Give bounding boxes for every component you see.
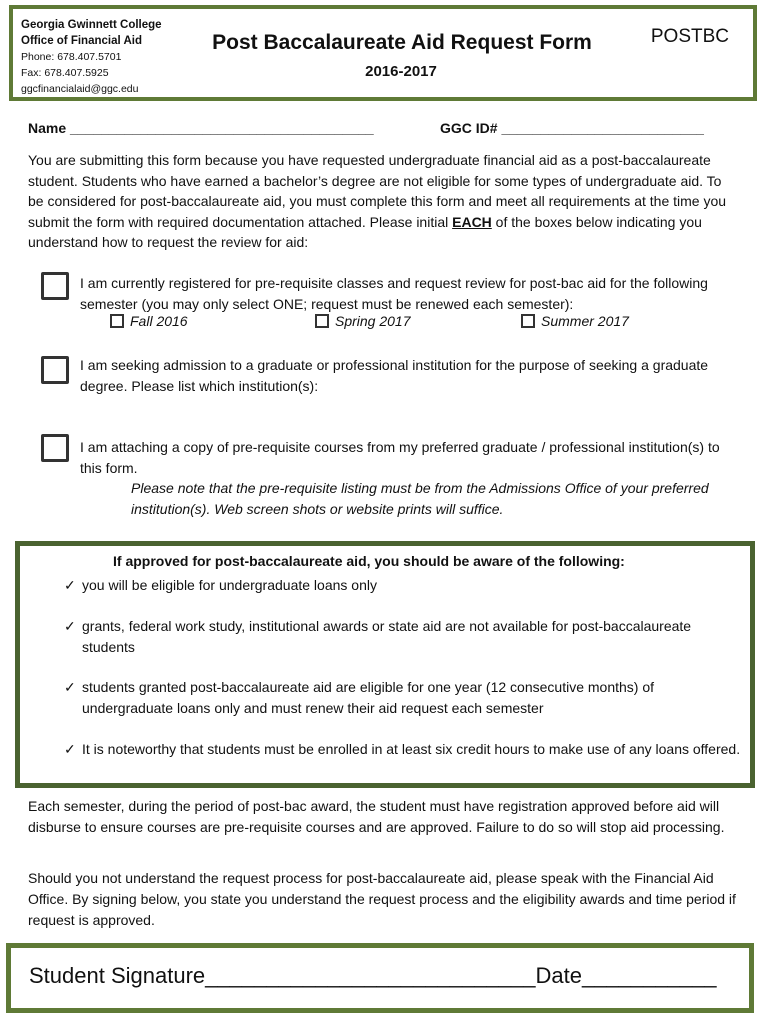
option-1-checkbox[interactable] <box>41 272 69 300</box>
office-email: ggcfinancialaid@ggc.edu <box>21 83 139 95</box>
semester-fall-checkbox[interactable] <box>110 314 124 328</box>
signature-line[interactable]: Student Signature___________________________Date___________ <box>29 963 717 988</box>
aware-item <box>64 616 742 657</box>
aware-item-text: It is noteworthy that students must be enrolled in at least six credit hours to make use of any loans offered. <box>82 741 741 757</box>
semester-fall-label: Fall 2016 <box>130 313 188 329</box>
aware-title: If approved for post-baccalaureate aid, you should be aware of the following: <box>113 553 625 569</box>
checkmark-icon: ✓ <box>64 679 76 695</box>
aware-item <box>64 677 742 718</box>
option-3-text: I am attaching a copy of pre-requisite courses from my preferred graduate / professional institution(s) to this form. <box>80 439 720 476</box>
prerequisite-note: Please note that the pre-requisite listing must be from the Admissions Office of your preferred institution(s). Web screen shots or website prints will suffice. <box>131 480 709 517</box>
college-name: Georgia Gwinnett College <box>21 19 162 31</box>
semester-summer-checkbox[interactable] <box>521 314 535 328</box>
office-contact <box>21 17 162 97</box>
aware-item <box>64 575 742 596</box>
option-1-text: I am currently registered for pre-requisite classes and request review for post-bac aid for the following semester (you may only select ONE; request must be renewed each semester): <box>80 275 708 312</box>
checkmark-icon: ✓ <box>64 577 76 593</box>
checkmark-icon: ✓ <box>64 618 76 634</box>
form-year: 2016-2017 <box>365 63 437 80</box>
header-box <box>9 5 757 101</box>
option-3-checkbox[interactable] <box>41 434 69 462</box>
semester-spring[interactable] <box>315 313 411 329</box>
help-paragraph: Should you not understand the request process for post-baccalaureate aid, please speak with the Financial Aid Office. By signing below, you state you understand the request process and the eligibility awards and time period if request is approved. <box>28 870 736 928</box>
checkmark-icon: ✓ <box>64 741 76 757</box>
aware-item-text: you will be eligible for undergraduate loans only <box>82 577 377 593</box>
office-phone: Phone: 678.407.5701 <box>21 51 122 63</box>
semester-fall[interactable] <box>110 313 188 329</box>
intro-text-before: You are submitting this form because you have requested undergraduate financial aid as a post-baccalaureate student. Students who have earned a bachelor’s degree are not eligible for some types of undergraduate aid. To be considered for post-baccalaureate aid, you must complete this form and meet all requirements at the time you submit the form with required documentation attached. Please initial <box>28 152 727 230</box>
aware-item-text: grants, federal work study, institutional awards or state aid are not available for post-baccalaureate students <box>82 618 692 655</box>
semester-spring-checkbox[interactable] <box>315 314 329 328</box>
registration-paragraph: Each semester, during the period of post-bac award, the student must have registration approved before aid will disburse to ensure courses are pre-requisite courses and are approved. Failure to do so will stop aid processing. <box>28 798 725 835</box>
form-code: POSTBC <box>650 26 729 47</box>
name-field[interactable]: Name _______________________________________ <box>28 120 374 136</box>
semester-summer-label: Summer 2017 <box>541 313 629 329</box>
ggc-id-field[interactable]: GGC ID# __________________________ <box>440 120 704 136</box>
intro-emphasis: EACH <box>452 213 492 230</box>
aware-item <box>64 739 742 760</box>
office-name: Office of Financial Aid <box>21 35 142 47</box>
intro-paragraph <box>28 150 740 253</box>
aware-item-text: students granted post-baccalaureate aid are eligible for one year (12 consecutive months) of undergraduate loans only and must renew their aid request each semester <box>82 679 655 716</box>
semester-summer[interactable] <box>521 313 629 329</box>
office-fax: Fax: 678.407.5925 <box>21 67 109 79</box>
semester-spring-label: Spring 2017 <box>335 313 411 329</box>
signature-box <box>6 943 754 1013</box>
aware-box <box>15 541 755 788</box>
option-2-checkbox[interactable] <box>41 356 69 384</box>
intro-text-after: of the boxes below indicating you understand how to request the review for aid: <box>28 213 702 250</box>
option-2-text: I am seeking admission to a graduate or professional institution for the purpose of seeking a graduate degree. Please list which institution(s): <box>80 357 709 394</box>
form-title: Post Baccalaureate Aid Request Form <box>212 31 592 54</box>
